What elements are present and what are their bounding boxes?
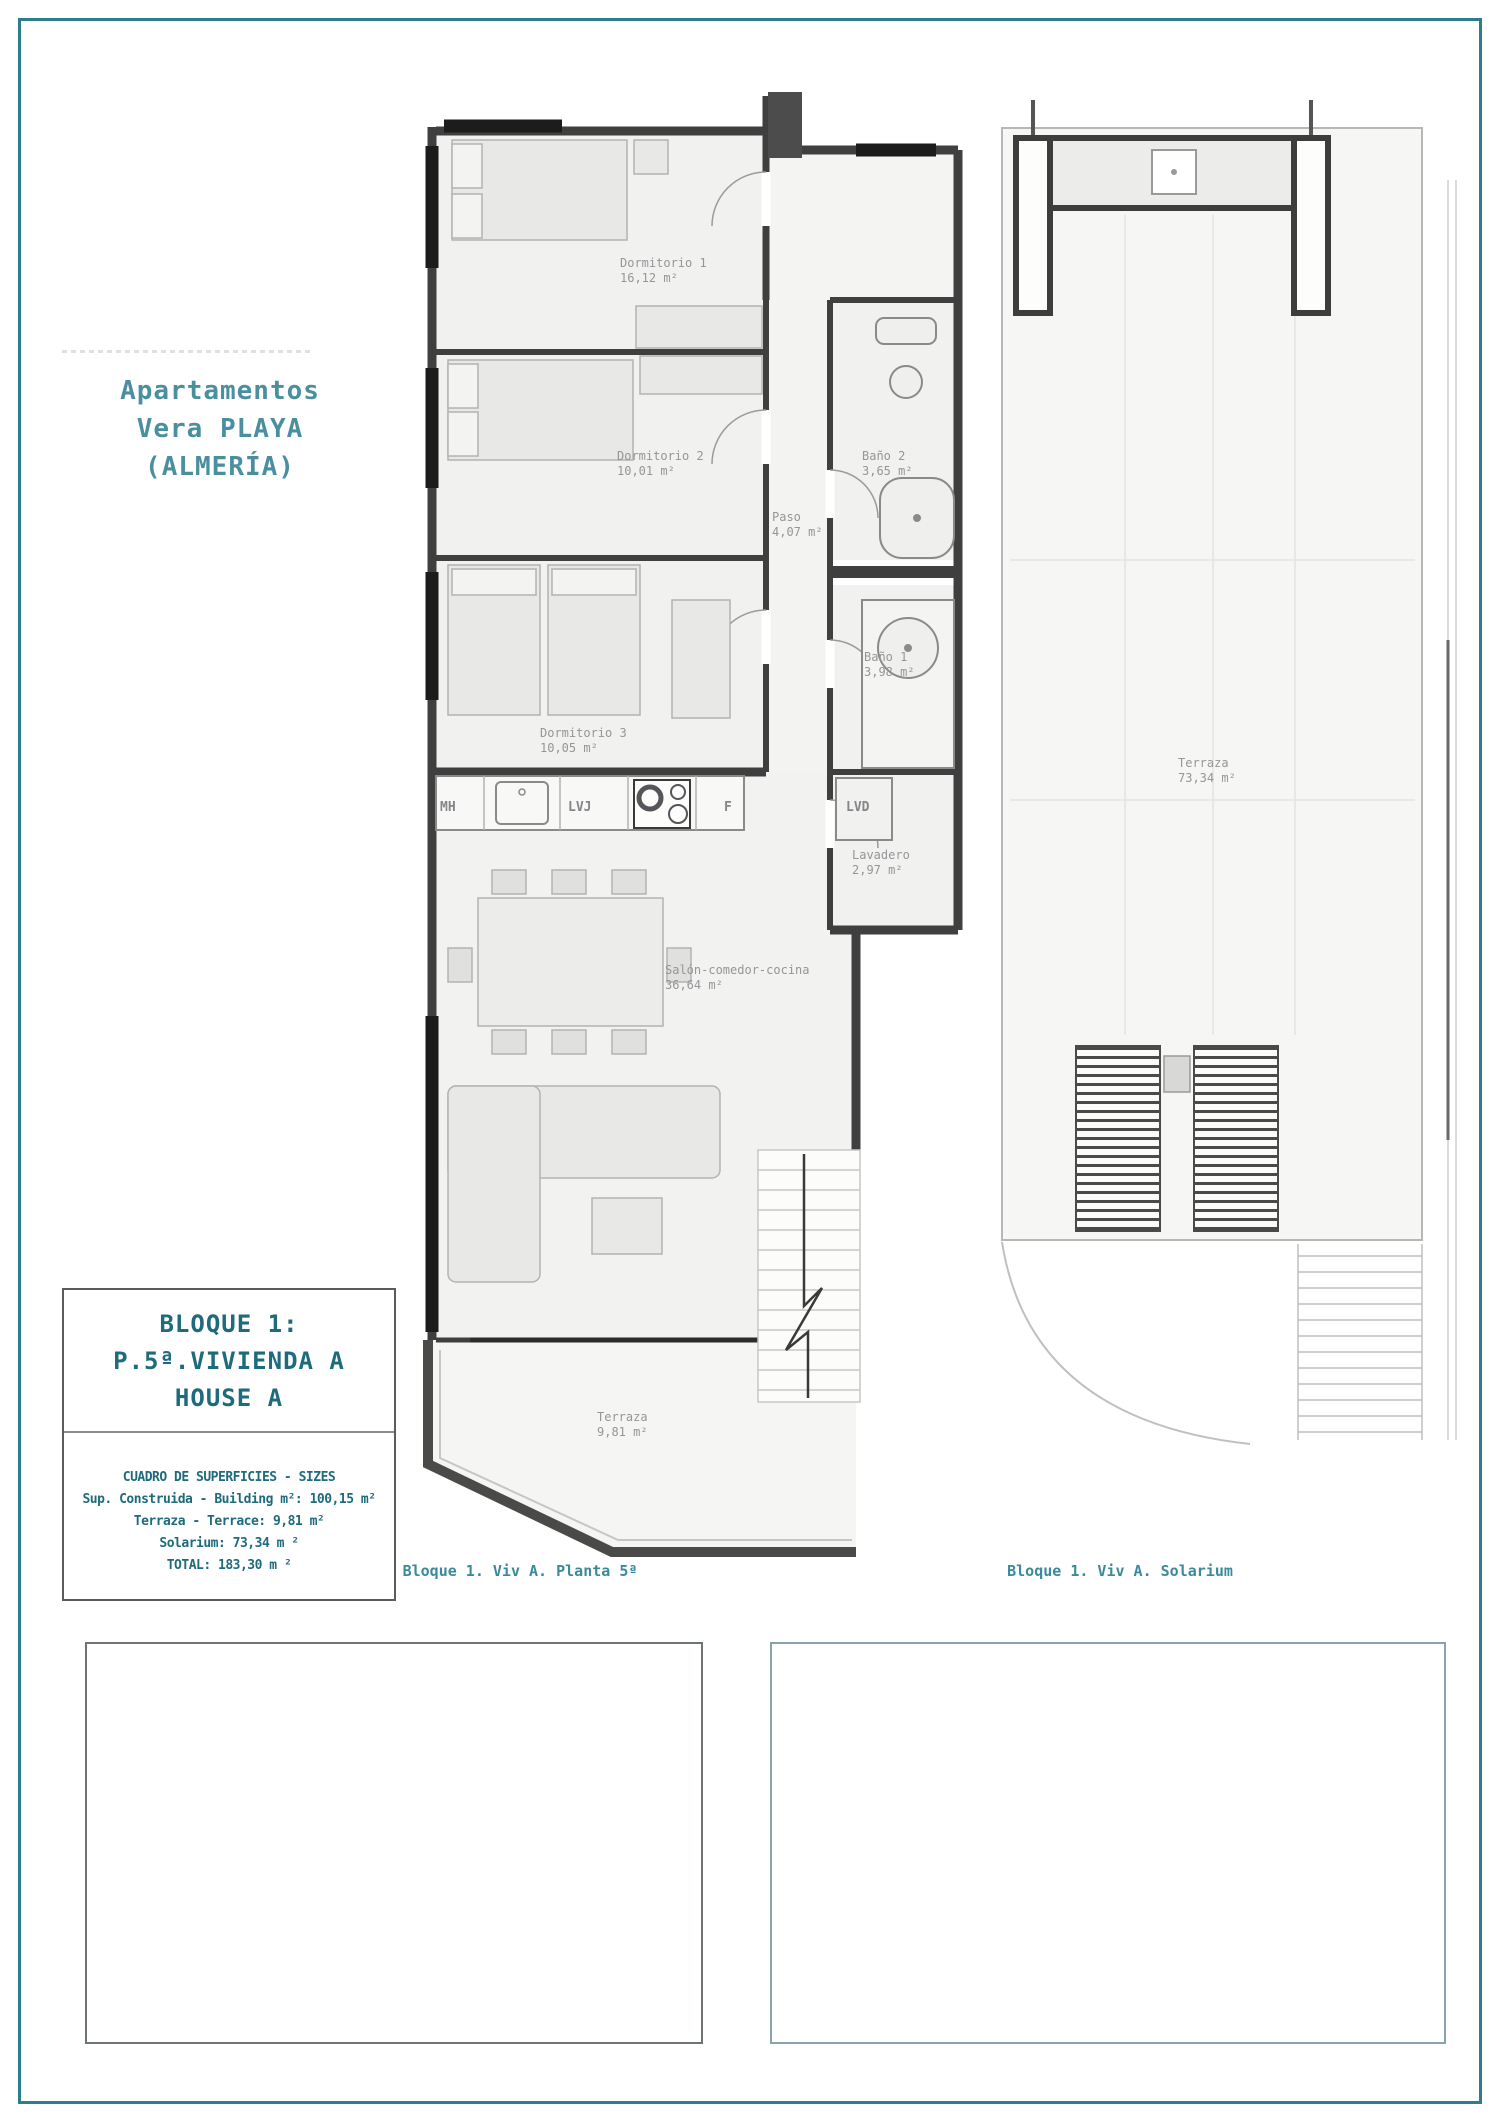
room-label-terraza <box>597 1410 648 1440</box>
sizes-row-terrace: Terraza - Terrace: 9,81 m² <box>133 1514 325 1529</box>
room-area: 2,97 m² <box>852 863 903 877</box>
sizes-row-solarium: Solarium: 73,34 m ² <box>159 1536 299 1551</box>
room-name: Baño 2 <box>862 449 906 463</box>
room-name: Dormitorio 2 <box>617 449 704 463</box>
room-area: 10,05 m² <box>540 741 598 755</box>
block-info-box <box>62 1288 396 1601</box>
room-area: 3,98 m² <box>864 665 915 679</box>
room-area: 36,64 m² <box>665 978 723 992</box>
room-label-salon <box>665 963 810 993</box>
render-image-box <box>770 1642 1446 2044</box>
fixture-label-f: F <box>724 800 732 815</box>
fixture-label-lvd: LVD <box>846 800 870 815</box>
sizes-row-building: Sup. Construida - Building m²: 100,15 m² <box>82 1492 376 1507</box>
sizes-row-total: TOTAL: 183,30 m ² <box>166 1558 292 1573</box>
room-area: 9,81 m² <box>597 1425 648 1439</box>
room-area: 73,34 m² <box>1178 771 1236 785</box>
room-label-bano-1 <box>864 650 915 680</box>
room-label-bano-2 <box>862 449 913 479</box>
room-name: Terraza <box>597 1410 648 1424</box>
room-name: Baño 1 <box>864 650 908 664</box>
block-title <box>64 1290 394 1433</box>
project-title-line: Apartamentos <box>120 376 320 406</box>
block-title-line: HOUSE A <box>174 1384 284 1412</box>
room-label-solarium-terraza <box>1178 756 1236 786</box>
block-title-line: P.5ª.VIVIENDA A <box>113 1347 345 1375</box>
project-title-line: (ALMERÍA) <box>145 452 295 482</box>
floor-plan-drawing <box>428 92 958 1552</box>
room-area: 4,07 m² <box>772 525 823 539</box>
room-name: Dormitorio 1 <box>620 256 707 270</box>
floor-plan-caption: Bloque 1. Viv A. Planta 5ª <box>402 1562 638 1580</box>
site-plan-box <box>85 1642 703 2044</box>
room-label-lavadero <box>852 848 910 878</box>
room-label-dormitorio-1 <box>620 256 707 286</box>
room-name: Terraza <box>1178 756 1229 770</box>
room-name: Salón-comedor-cocina <box>665 963 810 977</box>
room-area: 3,65 m² <box>862 464 913 478</box>
project-title-line: Vera PLAYA <box>136 414 304 444</box>
fixture-label-mh: MH <box>440 800 456 815</box>
room-label-paso <box>772 510 823 540</box>
room-label-dormitorio-3 <box>540 726 627 756</box>
room-name: Paso <box>772 510 801 524</box>
room-area: 16,12 m² <box>620 271 678 285</box>
solarium-stairs <box>1298 1244 1422 1440</box>
room-label-dormitorio-2 <box>617 449 704 479</box>
fixture-label-lvj: LVJ <box>568 800 592 815</box>
sizes-heading: CUADRO DE SUPERFICIES - SIZES <box>122 1470 336 1485</box>
sun-lounger-icon <box>1076 1046 1160 1231</box>
room-name: Dormitorio 3 <box>540 726 627 740</box>
room-name: Lavadero <box>852 848 910 862</box>
stairs <box>758 1150 860 1402</box>
block-title-line: BLOQUE 1: <box>159 1310 299 1338</box>
room-area: 10,01 m² <box>617 464 675 478</box>
solarium-caption: Bloque 1. Viv A. Solarium <box>1007 1562 1233 1580</box>
sun-lounger-icon <box>1194 1046 1278 1231</box>
